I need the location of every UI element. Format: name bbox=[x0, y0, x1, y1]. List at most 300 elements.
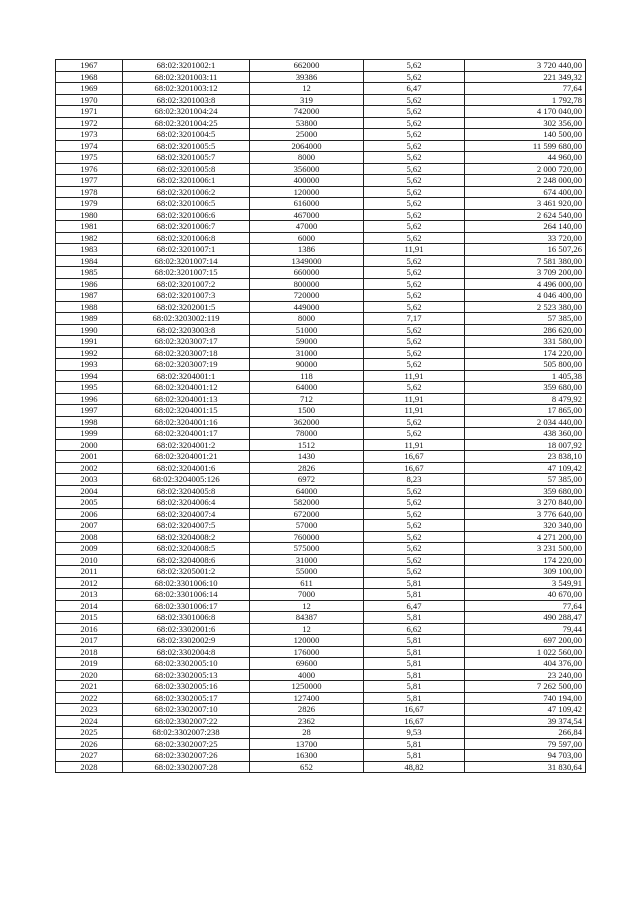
value-cell: 3 720 440,00 bbox=[465, 60, 586, 72]
table-row bbox=[56, 543, 586, 555]
value-cell: 286 620,00 bbox=[465, 324, 586, 336]
table-row bbox=[56, 416, 586, 428]
rate-cell: 16,67 bbox=[364, 462, 465, 474]
rate-cell: 5,62 bbox=[364, 543, 465, 555]
area-cell: 652 bbox=[250, 761, 364, 773]
cadastral-value-table bbox=[55, 59, 586, 773]
value-cell: 4 271 200,00 bbox=[465, 531, 586, 543]
rate-cell: 11,91 bbox=[364, 405, 465, 417]
cadastral-number-cell: 68:02:3203007:17 bbox=[123, 336, 250, 348]
area-cell: 319 bbox=[250, 94, 364, 106]
value-cell: 697 200,00 bbox=[465, 635, 586, 647]
cadastral-number-cell: 68:02:3301006:10 bbox=[123, 577, 250, 589]
value-cell: 11 599 680,00 bbox=[465, 140, 586, 152]
row-number-cell: 2005 bbox=[56, 497, 123, 509]
rate-cell: 5,62 bbox=[364, 140, 465, 152]
rate-cell: 5,81 bbox=[364, 577, 465, 589]
row-number-cell: 1985 bbox=[56, 267, 123, 279]
row-number-cell: 2000 bbox=[56, 439, 123, 451]
cadastral-number-cell: 68:02:3204006:4 bbox=[123, 497, 250, 509]
area-cell: 12 bbox=[250, 623, 364, 635]
cadastral-number-cell: 68:02:3302005:10 bbox=[123, 658, 250, 670]
rate-cell: 5,62 bbox=[364, 221, 465, 233]
row-number-cell: 2012 bbox=[56, 577, 123, 589]
cadastral-number-cell: 68:02:3302007:22 bbox=[123, 715, 250, 727]
row-number-cell: 1989 bbox=[56, 313, 123, 325]
row-number-cell: 2018 bbox=[56, 646, 123, 658]
value-cell: 3 776 640,00 bbox=[465, 508, 586, 520]
rate-cell: 5,81 bbox=[364, 635, 465, 647]
rate-cell: 11,91 bbox=[364, 370, 465, 382]
cadastral-number-cell: 68:02:3201003:12 bbox=[123, 83, 250, 95]
area-cell: 616000 bbox=[250, 198, 364, 210]
value-cell: 57 385,00 bbox=[465, 313, 586, 325]
table-row bbox=[56, 60, 586, 72]
row-number-cell: 1971 bbox=[56, 106, 123, 118]
row-number-cell: 2006 bbox=[56, 508, 123, 520]
row-number-cell: 2007 bbox=[56, 520, 123, 532]
rate-cell: 8,23 bbox=[364, 474, 465, 486]
cadastral-number-cell: 68:02:3201007:3 bbox=[123, 290, 250, 302]
value-cell: 77,64 bbox=[465, 83, 586, 95]
table-row bbox=[56, 681, 586, 693]
rate-cell: 5,62 bbox=[364, 267, 465, 279]
row-number-cell: 1976 bbox=[56, 163, 123, 175]
value-cell: 674 400,00 bbox=[465, 186, 586, 198]
row-number-cell: 1988 bbox=[56, 301, 123, 313]
table-row bbox=[56, 94, 586, 106]
value-cell: 302 356,00 bbox=[465, 117, 586, 129]
cadastral-number-cell: 68:02:3201003:8 bbox=[123, 94, 250, 106]
area-cell: 7000 bbox=[250, 589, 364, 601]
rate-cell: 5,81 bbox=[364, 646, 465, 658]
cadastral-number-cell: 68:02:3204008:5 bbox=[123, 543, 250, 555]
cadastral-number-cell: 68:02:3204001:15 bbox=[123, 405, 250, 417]
cadastral-number-cell: 68:02:3202001:5 bbox=[123, 301, 250, 313]
value-cell: 17 865,00 bbox=[465, 405, 586, 417]
area-cell: 176000 bbox=[250, 646, 364, 658]
cadastral-number-cell: 68:02:3204001:2 bbox=[123, 439, 250, 451]
area-cell: 8000 bbox=[250, 152, 364, 164]
table-row bbox=[56, 623, 586, 635]
value-cell: 47 109,42 bbox=[465, 462, 586, 474]
cadastral-number-cell: 68:02:3201003:11 bbox=[123, 71, 250, 83]
value-cell: 23 240,00 bbox=[465, 669, 586, 681]
area-cell: 120000 bbox=[250, 186, 364, 198]
area-cell: 662000 bbox=[250, 60, 364, 72]
row-number-cell: 1992 bbox=[56, 347, 123, 359]
cadastral-number-cell: 68:02:3201006:8 bbox=[123, 232, 250, 244]
row-number-cell: 2009 bbox=[56, 543, 123, 555]
table-row bbox=[56, 324, 586, 336]
value-cell: 2 624 540,00 bbox=[465, 209, 586, 221]
rate-cell: 6,62 bbox=[364, 623, 465, 635]
rate-cell: 5,81 bbox=[364, 681, 465, 693]
table-row bbox=[56, 474, 586, 486]
rate-cell: 5,62 bbox=[364, 94, 465, 106]
value-cell: 505 800,00 bbox=[465, 359, 586, 371]
rate-cell: 5,62 bbox=[364, 278, 465, 290]
rate-cell: 48,82 bbox=[364, 761, 465, 773]
cadastral-number-cell: 68:02:3302001:6 bbox=[123, 623, 250, 635]
value-cell: 1 022 560,00 bbox=[465, 646, 586, 658]
cadastral-number-cell: 68:02:3204005:8 bbox=[123, 485, 250, 497]
row-number-cell: 1979 bbox=[56, 198, 123, 210]
row-number-cell: 1990 bbox=[56, 324, 123, 336]
cadastral-number-cell: 68:02:3201005:7 bbox=[123, 152, 250, 164]
row-number-cell: 1977 bbox=[56, 175, 123, 187]
value-cell: 44 960,00 bbox=[465, 152, 586, 164]
area-cell: 12 bbox=[250, 600, 364, 612]
table-row bbox=[56, 715, 586, 727]
row-number-cell: 1969 bbox=[56, 83, 123, 95]
value-cell: 57 385,00 bbox=[465, 474, 586, 486]
rate-cell: 7,17 bbox=[364, 313, 465, 325]
value-cell: 39 374,54 bbox=[465, 715, 586, 727]
row-number-cell: 2013 bbox=[56, 589, 123, 601]
area-cell: 2362 bbox=[250, 715, 364, 727]
row-number-cell: 2017 bbox=[56, 635, 123, 647]
table-row bbox=[56, 244, 586, 256]
value-cell: 4 496 000,00 bbox=[465, 278, 586, 290]
rate-cell: 5,62 bbox=[364, 531, 465, 543]
cadastral-number-cell: 68:02:3204001:1 bbox=[123, 370, 250, 382]
rate-cell: 5,62 bbox=[364, 566, 465, 578]
area-cell: 660000 bbox=[250, 267, 364, 279]
rate-cell: 5,62 bbox=[364, 301, 465, 313]
value-cell: 438 360,00 bbox=[465, 428, 586, 440]
area-cell: 467000 bbox=[250, 209, 364, 221]
table-row bbox=[56, 531, 586, 543]
cadastral-number-cell: 68:02:3302007:28 bbox=[123, 761, 250, 773]
area-cell: 720000 bbox=[250, 290, 364, 302]
table-row bbox=[56, 704, 586, 716]
area-cell: 12 bbox=[250, 83, 364, 95]
area-cell: 611 bbox=[250, 577, 364, 589]
table-row bbox=[56, 347, 586, 359]
table-row bbox=[56, 117, 586, 129]
table-row bbox=[56, 658, 586, 670]
row-number-cell: 1980 bbox=[56, 209, 123, 221]
cadastral-number-cell: 68:02:3204008:6 bbox=[123, 554, 250, 566]
row-number-cell: 1991 bbox=[56, 336, 123, 348]
cadastral-number-cell: 68:02:3204005:126 bbox=[123, 474, 250, 486]
table-row bbox=[56, 209, 586, 221]
cadastral-number-cell: 68:02:3201004:5 bbox=[123, 129, 250, 141]
row-number-cell: 1994 bbox=[56, 370, 123, 382]
row-number-cell: 1998 bbox=[56, 416, 123, 428]
table-row bbox=[56, 589, 586, 601]
row-number-cell: 2021 bbox=[56, 681, 123, 693]
cadastral-number-cell: 68:02:3302004:8 bbox=[123, 646, 250, 658]
value-cell: 47 109,42 bbox=[465, 704, 586, 716]
value-cell: 320 340,00 bbox=[465, 520, 586, 532]
value-cell: 23 838,10 bbox=[465, 451, 586, 463]
rate-cell: 5,62 bbox=[364, 290, 465, 302]
table-row bbox=[56, 221, 586, 233]
row-number-cell: 2024 bbox=[56, 715, 123, 727]
table-row bbox=[56, 382, 586, 394]
table-row bbox=[56, 692, 586, 704]
row-number-cell: 2016 bbox=[56, 623, 123, 635]
value-cell: 140 500,00 bbox=[465, 129, 586, 141]
rate-cell: 6,47 bbox=[364, 83, 465, 95]
rate-cell: 5,62 bbox=[364, 324, 465, 336]
row-number-cell: 2004 bbox=[56, 485, 123, 497]
value-cell: 3 231 500,00 bbox=[465, 543, 586, 555]
row-number-cell: 1975 bbox=[56, 152, 123, 164]
table-row bbox=[56, 462, 586, 474]
cadastral-number-cell: 68:02:3204001:6 bbox=[123, 462, 250, 474]
area-cell: 400000 bbox=[250, 175, 364, 187]
area-cell: 8000 bbox=[250, 313, 364, 325]
row-number-cell: 2008 bbox=[56, 531, 123, 543]
cadastral-number-cell: 68:02:3204001:16 bbox=[123, 416, 250, 428]
rate-cell: 5,62 bbox=[364, 232, 465, 244]
area-cell: 39386 bbox=[250, 71, 364, 83]
cadastral-number-cell: 68:02:3203007:19 bbox=[123, 359, 250, 371]
rate-cell: 16,67 bbox=[364, 451, 465, 463]
rate-cell: 5,81 bbox=[364, 738, 465, 750]
value-cell: 331 580,00 bbox=[465, 336, 586, 348]
area-cell: 449000 bbox=[250, 301, 364, 313]
cadastral-number-cell: 68:02:3201005:8 bbox=[123, 163, 250, 175]
cadastral-number-cell: 68:02:3204001:13 bbox=[123, 393, 250, 405]
table-row bbox=[56, 612, 586, 624]
row-number-cell: 2015 bbox=[56, 612, 123, 624]
value-cell: 40 670,00 bbox=[465, 589, 586, 601]
area-cell: 800000 bbox=[250, 278, 364, 290]
rate-cell: 11,91 bbox=[364, 244, 465, 256]
cadastral-number-cell: 68:02:3301006:8 bbox=[123, 612, 250, 624]
row-number-cell: 1987 bbox=[56, 290, 123, 302]
rate-cell: 11,91 bbox=[364, 439, 465, 451]
row-number-cell: 1997 bbox=[56, 405, 123, 417]
area-cell: 356000 bbox=[250, 163, 364, 175]
value-cell: 264 140,00 bbox=[465, 221, 586, 233]
area-cell: 575000 bbox=[250, 543, 364, 555]
cadastral-number-cell: 68:02:3201006:6 bbox=[123, 209, 250, 221]
value-cell: 266,84 bbox=[465, 727, 586, 739]
value-cell: 79,44 bbox=[465, 623, 586, 635]
row-number-cell: 2026 bbox=[56, 738, 123, 750]
table-row bbox=[56, 106, 586, 118]
table-row bbox=[56, 83, 586, 95]
area-cell: 712 bbox=[250, 393, 364, 405]
cadastral-number-cell: 68:02:3204001:17 bbox=[123, 428, 250, 440]
row-number-cell: 1972 bbox=[56, 117, 123, 129]
value-cell: 31 830,64 bbox=[465, 761, 586, 773]
value-cell: 77,64 bbox=[465, 600, 586, 612]
rate-cell: 16,67 bbox=[364, 704, 465, 716]
row-number-cell: 1970 bbox=[56, 94, 123, 106]
value-cell: 1 405,38 bbox=[465, 370, 586, 382]
rate-cell: 5,81 bbox=[364, 669, 465, 681]
area-cell: 90000 bbox=[250, 359, 364, 371]
rate-cell: 5,62 bbox=[364, 175, 465, 187]
table-row bbox=[56, 152, 586, 164]
row-number-cell: 1968 bbox=[56, 71, 123, 83]
area-cell: 1349000 bbox=[250, 255, 364, 267]
table-row bbox=[56, 405, 586, 417]
rate-cell: 5,62 bbox=[364, 485, 465, 497]
area-cell: 69600 bbox=[250, 658, 364, 670]
row-number-cell: 1999 bbox=[56, 428, 123, 440]
cadastral-number-cell: 68:02:3302005:16 bbox=[123, 681, 250, 693]
table-row bbox=[56, 255, 586, 267]
value-cell: 4 170 040,00 bbox=[465, 106, 586, 118]
value-cell: 33 720,00 bbox=[465, 232, 586, 244]
area-cell: 118 bbox=[250, 370, 364, 382]
value-cell: 3 709 200,00 bbox=[465, 267, 586, 279]
row-number-cell: 2002 bbox=[56, 462, 123, 474]
table-row bbox=[56, 290, 586, 302]
rate-cell: 5,62 bbox=[364, 163, 465, 175]
table-row bbox=[56, 370, 586, 382]
area-cell: 31000 bbox=[250, 554, 364, 566]
cadastral-number-cell: 68:02:3201007:15 bbox=[123, 267, 250, 279]
area-cell: 2064000 bbox=[250, 140, 364, 152]
row-number-cell: 1973 bbox=[56, 129, 123, 141]
cadastral-number-cell: 68:02:3302002:9 bbox=[123, 635, 250, 647]
cadastral-number-cell: 68:02:3204007:4 bbox=[123, 508, 250, 520]
value-cell: 174 220,00 bbox=[465, 554, 586, 566]
cadastral-number-cell: 68:02:3201004:25 bbox=[123, 117, 250, 129]
table-row bbox=[56, 439, 586, 451]
table-row bbox=[56, 577, 586, 589]
row-number-cell: 1967 bbox=[56, 60, 123, 72]
cadastral-number-cell: 68:02:3204001:21 bbox=[123, 451, 250, 463]
value-cell: 359 680,00 bbox=[465, 382, 586, 394]
row-number-cell: 1984 bbox=[56, 255, 123, 267]
table-row bbox=[56, 232, 586, 244]
value-cell: 79 597,00 bbox=[465, 738, 586, 750]
value-cell: 8 479,92 bbox=[465, 393, 586, 405]
row-number-cell: 1996 bbox=[56, 393, 123, 405]
area-cell: 31000 bbox=[250, 347, 364, 359]
value-cell: 359 680,00 bbox=[465, 485, 586, 497]
area-cell: 1500 bbox=[250, 405, 364, 417]
table-row bbox=[56, 198, 586, 210]
area-cell: 120000 bbox=[250, 635, 364, 647]
row-number-cell: 2027 bbox=[56, 750, 123, 762]
area-cell: 1386 bbox=[250, 244, 364, 256]
area-cell: 4000 bbox=[250, 669, 364, 681]
area-cell: 742000 bbox=[250, 106, 364, 118]
rate-cell: 5,81 bbox=[364, 658, 465, 670]
table-row bbox=[56, 600, 586, 612]
cadastral-number-cell: 68:02:3204007:5 bbox=[123, 520, 250, 532]
cadastral-number-cell: 68:02:3204001:12 bbox=[123, 382, 250, 394]
cadastral-number-cell: 68:02:3302005:17 bbox=[123, 692, 250, 704]
table-row bbox=[56, 278, 586, 290]
row-number-cell: 2019 bbox=[56, 658, 123, 670]
row-number-cell: 2023 bbox=[56, 704, 123, 716]
table-row bbox=[56, 336, 586, 348]
rate-cell: 5,62 bbox=[364, 198, 465, 210]
area-cell: 362000 bbox=[250, 416, 364, 428]
row-number-cell: 2028 bbox=[56, 761, 123, 773]
cadastral-number-cell: 68:02:3302005:13 bbox=[123, 669, 250, 681]
rate-cell: 5,62 bbox=[364, 129, 465, 141]
rate-cell: 5,62 bbox=[364, 60, 465, 72]
cadastral-number-cell: 68:02:3302007:25 bbox=[123, 738, 250, 750]
area-cell: 55000 bbox=[250, 566, 364, 578]
cadastral-number-cell: 68:02:3203002:119 bbox=[123, 313, 250, 325]
cadastral-number-cell: 68:02:3201006:5 bbox=[123, 198, 250, 210]
value-cell: 2 523 380,00 bbox=[465, 301, 586, 313]
table-row bbox=[56, 175, 586, 187]
cadastral-number-cell: 68:02:3201006:2 bbox=[123, 186, 250, 198]
area-cell: 582000 bbox=[250, 497, 364, 509]
rate-cell: 5,62 bbox=[364, 554, 465, 566]
table-row bbox=[56, 163, 586, 175]
cadastral-number-cell: 68:02:3301006:17 bbox=[123, 600, 250, 612]
rate-cell: 5,62 bbox=[364, 359, 465, 371]
rate-cell: 5,62 bbox=[364, 106, 465, 118]
rate-cell: 5,62 bbox=[364, 186, 465, 198]
table-row bbox=[56, 313, 586, 325]
rate-cell: 5,62 bbox=[364, 520, 465, 532]
rate-cell: 5,62 bbox=[364, 347, 465, 359]
value-cell: 4 046 400,00 bbox=[465, 290, 586, 302]
table-row bbox=[56, 129, 586, 141]
value-cell: 7 262 500,00 bbox=[465, 681, 586, 693]
value-cell: 740 194,00 bbox=[465, 692, 586, 704]
row-number-cell: 1986 bbox=[56, 278, 123, 290]
row-number-cell: 1981 bbox=[56, 221, 123, 233]
rate-cell: 5,81 bbox=[364, 692, 465, 704]
cadastral-number-cell: 68:02:3203007:18 bbox=[123, 347, 250, 359]
table-row bbox=[56, 186, 586, 198]
area-cell: 59000 bbox=[250, 336, 364, 348]
area-cell: 47000 bbox=[250, 221, 364, 233]
cadastral-number-cell: 68:02:3201007:1 bbox=[123, 244, 250, 256]
value-cell: 3 270 840,00 bbox=[465, 497, 586, 509]
row-number-cell: 1983 bbox=[56, 244, 123, 256]
rate-cell: 16,67 bbox=[364, 715, 465, 727]
table-row bbox=[56, 71, 586, 83]
area-cell: 2826 bbox=[250, 704, 364, 716]
table-row bbox=[56, 635, 586, 647]
table-row bbox=[56, 761, 586, 773]
rate-cell: 5,62 bbox=[364, 416, 465, 428]
row-number-cell: 1974 bbox=[56, 140, 123, 152]
area-cell: 127400 bbox=[250, 692, 364, 704]
area-cell: 1512 bbox=[250, 439, 364, 451]
row-number-cell: 2010 bbox=[56, 554, 123, 566]
cadastral-number-cell: 68:02:3302007:238 bbox=[123, 727, 250, 739]
row-number-cell: 1978 bbox=[56, 186, 123, 198]
area-cell: 84387 bbox=[250, 612, 364, 624]
rate-cell: 5,62 bbox=[364, 428, 465, 440]
rate-cell: 5,62 bbox=[364, 255, 465, 267]
rate-cell: 6,47 bbox=[364, 600, 465, 612]
value-cell: 3 461 920,00 bbox=[465, 198, 586, 210]
table-row bbox=[56, 750, 586, 762]
value-cell: 2 000 720,00 bbox=[465, 163, 586, 175]
cadastral-number-cell: 68:02:3205001:2 bbox=[123, 566, 250, 578]
table-row bbox=[56, 566, 586, 578]
row-number-cell: 1982 bbox=[56, 232, 123, 244]
value-cell: 1 792,78 bbox=[465, 94, 586, 106]
row-number-cell: 1995 bbox=[56, 382, 123, 394]
value-cell: 18 007,92 bbox=[465, 439, 586, 451]
cadastral-number-cell: 68:02:3204008:2 bbox=[123, 531, 250, 543]
row-number-cell: 2014 bbox=[56, 600, 123, 612]
value-cell: 2 248 000,00 bbox=[465, 175, 586, 187]
rate-cell: 5,62 bbox=[364, 209, 465, 221]
